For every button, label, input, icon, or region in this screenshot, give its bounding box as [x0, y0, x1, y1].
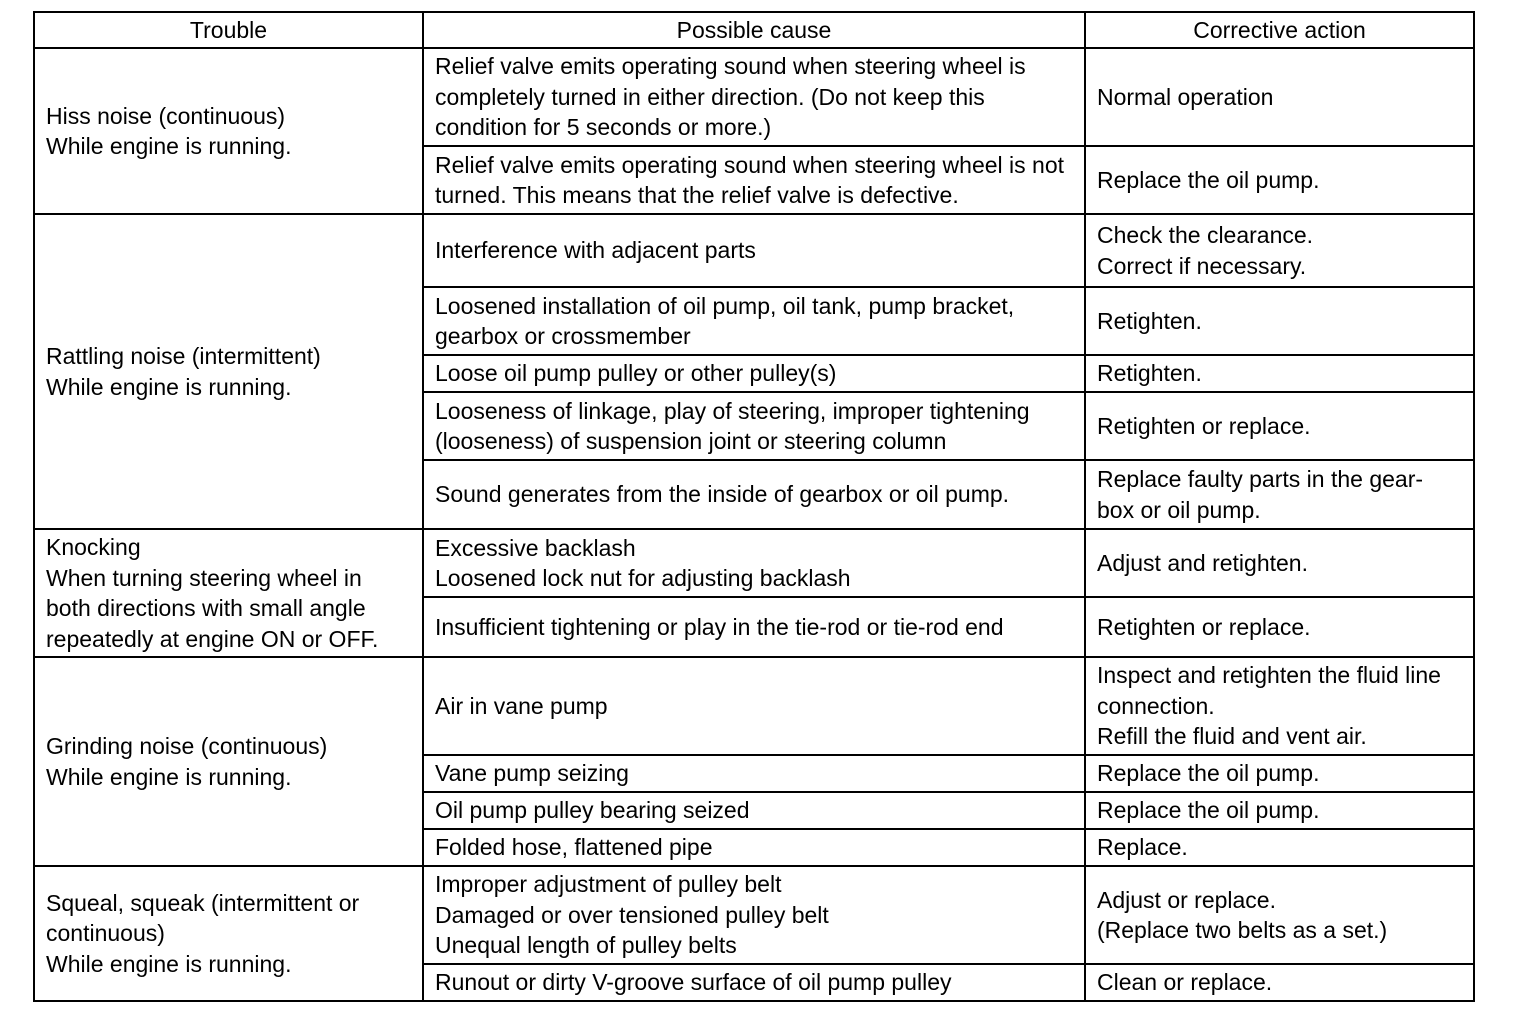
cause-cell: Loosened installation of oil pump, oil tank, pump bracket, gearbox or crossmember — [423, 287, 1085, 355]
action-cell: Replace the oil pump. — [1085, 755, 1474, 792]
cause-cell: Looseness of linkage, play of steering, improper tightening (looseness) of suspension joint or steering column — [423, 392, 1085, 460]
cause-cell: Relief valve emits operating sound when steering wheel is completely turned in either direction. (Do not keep this condition for 5 seconds or more.) — [423, 48, 1085, 146]
cause-cell: Air in vane pump — [423, 657, 1085, 755]
header-trouble: Trouble — [34, 12, 423, 48]
header-row — [34, 12, 1474, 48]
action-cell: Adjust or replace. (Replace two belts as a set.) — [1085, 866, 1474, 964]
cause-cell: Loose oil pump pulley or other pulley(s) — [423, 355, 1085, 392]
action-cell: Inspect and retighten the fluid line connection. Refill the fluid and vent air. — [1085, 657, 1474, 755]
action-cell: Replace the oil pump. — [1085, 792, 1474, 829]
troubleshooting-table — [33, 11, 1475, 1002]
table-row — [34, 866, 1474, 964]
cause-cell: Folded hose, flattened pipe — [423, 829, 1085, 866]
action-cell: Replace. — [1085, 829, 1474, 866]
cause-cell: Interference with adjacent parts — [423, 214, 1085, 287]
action-cell: Check the clearance. Correct if necessary. — [1085, 214, 1474, 287]
header-corrective-action: Corrective action — [1085, 12, 1474, 48]
trouble-cell-hiss: Hiss noise (continuous) While engine is running. — [34, 48, 423, 214]
cause-cell: Excessive backlash Loosened lock nut for adjusting backlash — [423, 529, 1085, 597]
cause-cell: Vane pump seizing — [423, 755, 1085, 792]
action-cell: Replace faulty parts in the gear- box or oil pump. — [1085, 460, 1474, 529]
action-cell: Retighten or replace. — [1085, 597, 1474, 657]
table-row — [34, 529, 1474, 597]
action-cell: Retighten. — [1085, 355, 1474, 392]
action-cell: Adjust and retighten. — [1085, 529, 1474, 597]
cause-cell: Sound generates from the inside of gearbox or oil pump. — [423, 460, 1085, 529]
cause-cell: Insufficient tightening or play in the tie-rod or tie-rod end — [423, 597, 1085, 657]
action-cell: Replace the oil pump. — [1085, 146, 1474, 214]
table-row — [34, 657, 1474, 755]
cause-cell: Relief valve emits operating sound when steering wheel is not turned. This means that the relief valve is defective. — [423, 146, 1085, 214]
trouble-cell-rattling: Rattling noise (intermittent) While engine is running. — [34, 214, 423, 529]
table-row — [34, 48, 1474, 146]
action-cell: Retighten. — [1085, 287, 1474, 355]
cause-cell: Oil pump pulley bearing seized — [423, 792, 1085, 829]
trouble-cell-grinding: Grinding noise (continuous) While engine is running. — [34, 657, 423, 866]
action-cell: Normal operation — [1085, 48, 1474, 146]
trouble-cell-knocking: Knocking When turning steering wheel in both directions with small angle repeatedly at engine ON or OFF. — [34, 529, 423, 657]
trouble-cell-squeal: Squeal, squeak (intermittent or continuous) While engine is running. — [34, 866, 423, 1001]
action-cell: Clean or replace. — [1085, 964, 1474, 1001]
cause-cell: Improper adjustment of pulley belt Damaged or over tensioned pulley belt Unequal length of pulley belts — [423, 866, 1085, 964]
header-possible-cause: Possible cause — [423, 12, 1085, 48]
action-cell: Retighten or replace. — [1085, 392, 1474, 460]
table-row — [34, 214, 1474, 287]
cause-cell: Runout or dirty V-groove surface of oil pump pulley — [423, 964, 1085, 1001]
